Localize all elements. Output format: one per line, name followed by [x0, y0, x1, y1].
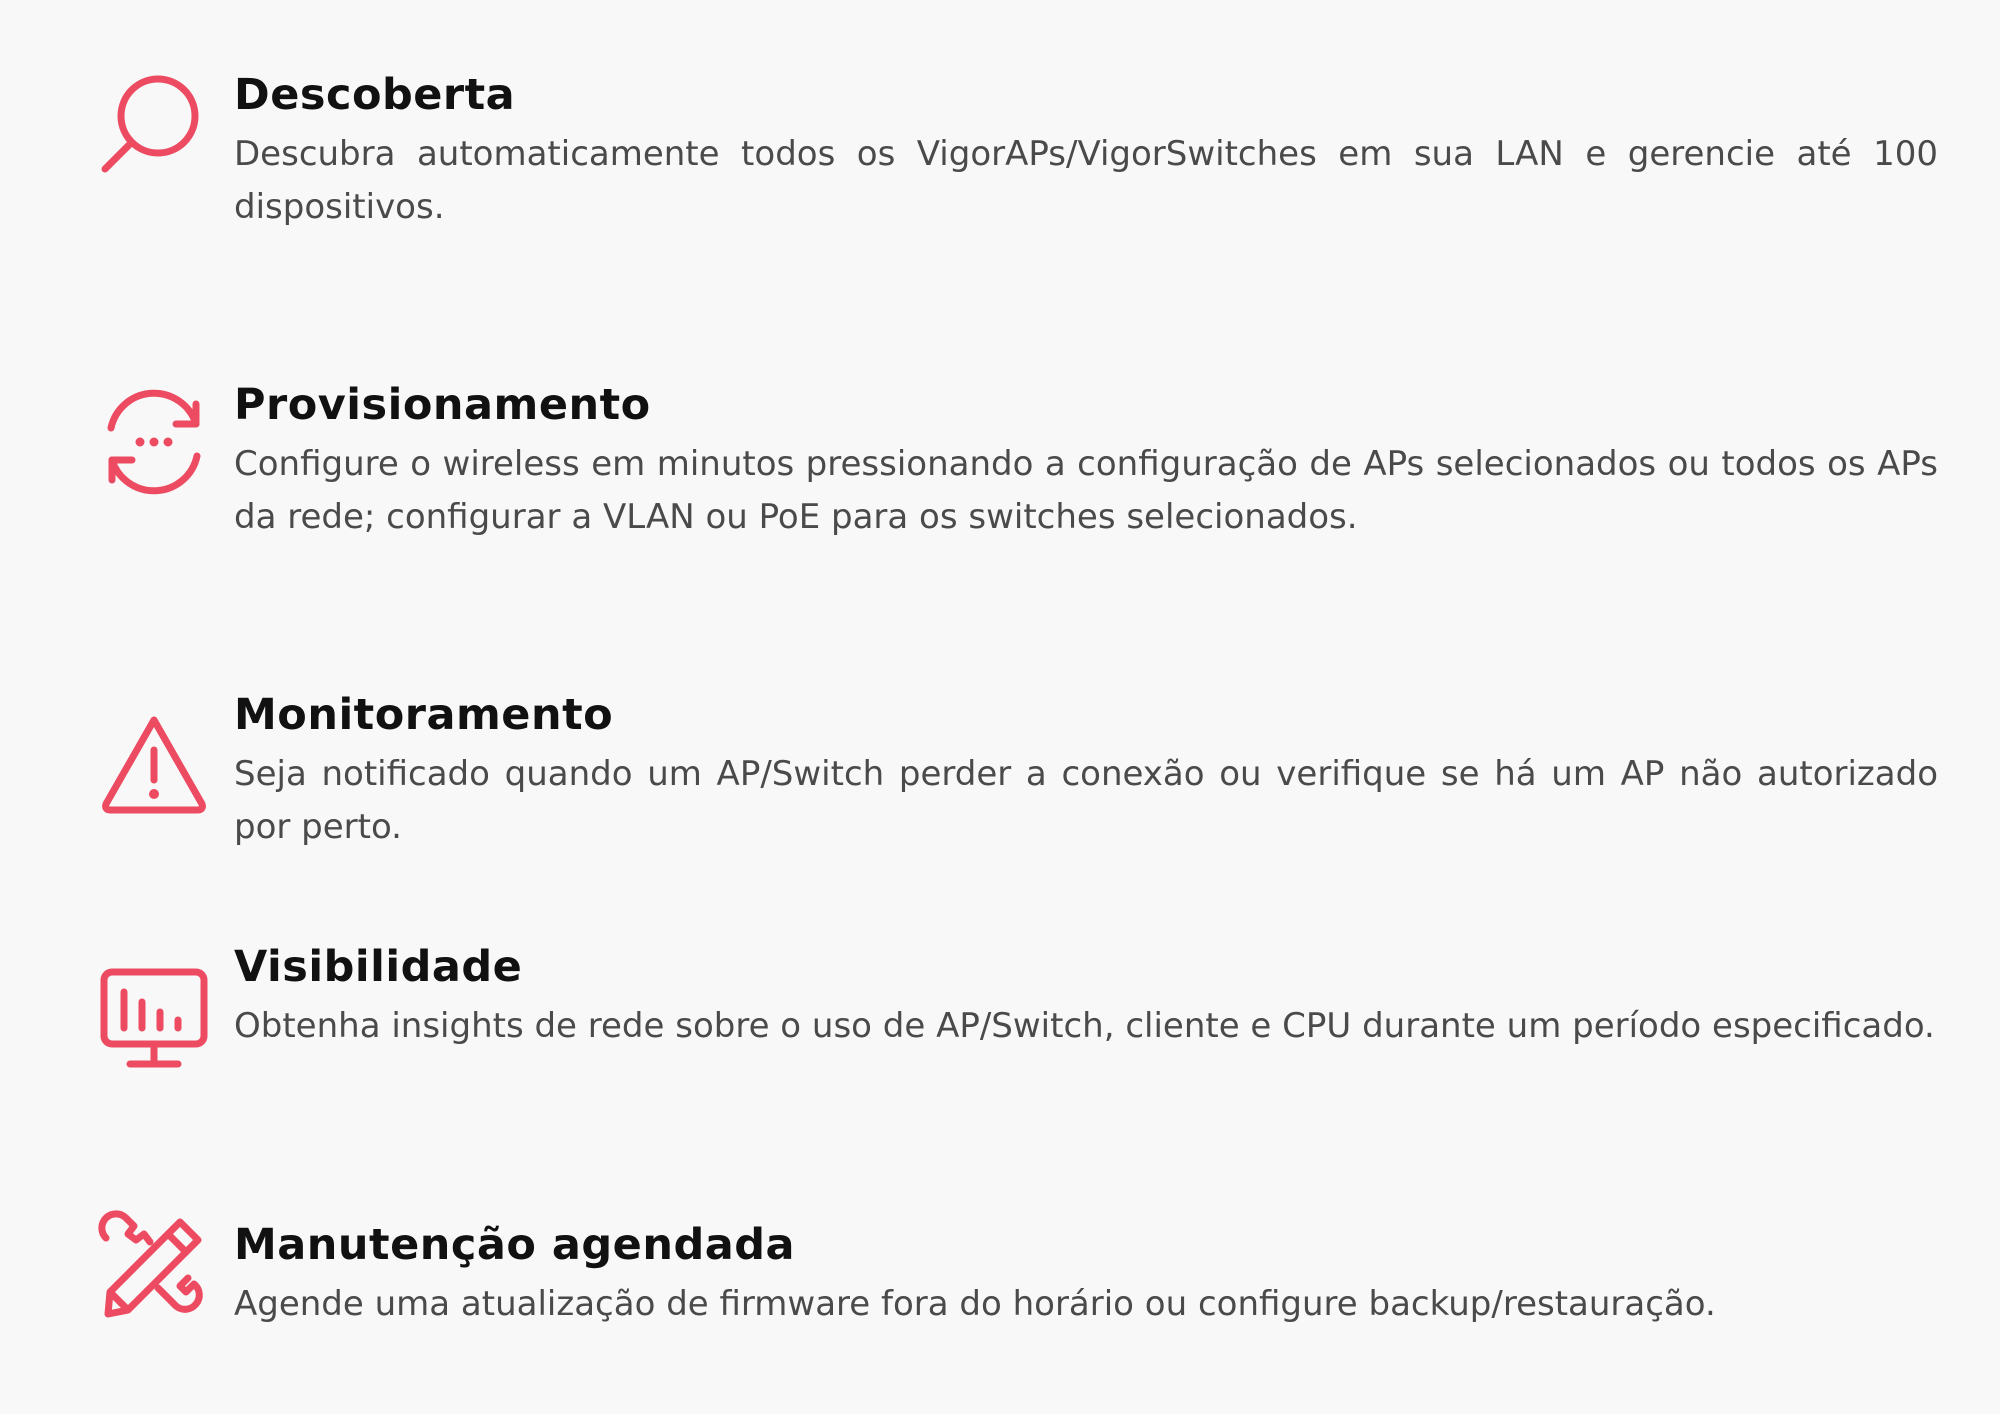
- feature-title: Manutenção agendada: [234, 1220, 796, 1270]
- feature-title: Provisionamento: [234, 380, 651, 430]
- sync-icon: [96, 384, 212, 500]
- feature-description: Seja notificado quando um AP/Switch perder a conexão ou verifique se há um AP não autorizado por perto.: [234, 754, 1938, 847]
- feature-description: Agende uma atualização de firmware fora do horário ou configure backup/restauração.: [234, 1284, 1716, 1324]
- feature-description: Configure o wireless em minutos pressionando a configuração de APs selecionados ou todos os APs da rede; configurar a VLAN ou PoE para os switches selecionados.: [234, 444, 1938, 537]
- feature-description: Descubra automaticamente todos os VigorAPs/VigorSwitches em sua LAN e gerencie até 100 dispositivos.: [234, 134, 1938, 227]
- feature-title: Visibilidade: [234, 942, 523, 992]
- warning-icon: [96, 710, 212, 826]
- monitor-chart-icon: [96, 962, 212, 1078]
- feature-title: Descoberta: [234, 70, 516, 120]
- feature-title: Monitoramento: [234, 690, 614, 740]
- search-icon: [96, 68, 212, 184]
- pencil-wrench-icon: [96, 1208, 212, 1324]
- feature-description: Obtenha insights de rede sobre o uso de AP/Switch, cliente e CPU durante um período especificado.: [234, 1006, 1935, 1046]
